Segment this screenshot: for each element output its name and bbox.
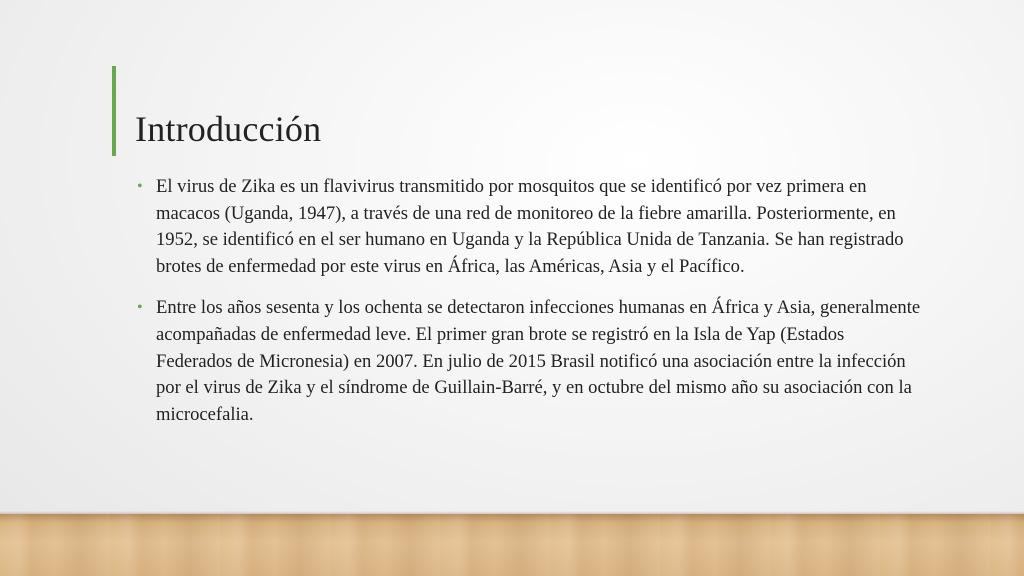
wood-floor-background: [0, 514, 1024, 576]
bullet-text: El virus de Zika es un flavivirus transmitido por mosquitos que se identificó por vez primera en macacos (Uganda, 1947), a través de una red de monitoreo de la fiebre amarilla. Posteriormente, en 1952, se identificó en el ser humano en Uganda y la República Unida de Tanzania. Se han registrado brotes de enfermedad por este virus en África, las Américas, Asia y el Pacífico.: [156, 176, 904, 277]
bullet-dot-icon: •: [137, 299, 143, 317]
bullet-item: [135, 174, 925, 280]
bullet-item: [135, 295, 925, 428]
bullet-dot-icon: •: [137, 178, 143, 195]
bullet-text: Entre los años sesenta y los ochenta se detectaron infecciones humanas en África y Asia, generalmente acompañadas de enfermedad leve. El primer gran brote se registró en la Isla de Yap (Estados Federados de Micronesia) en 2007. En julio de 2015 Brasil notificó una asociación entre la infección por el virus de Zika y el síndrome de Guillain-Barré, y en octubre del mismo año su asociación con la microcefalia.: [156, 297, 921, 425]
bullet-list: [135, 174, 925, 443]
title-accent-bar: [112, 66, 116, 156]
slide-title: Introducción: [135, 109, 322, 149]
